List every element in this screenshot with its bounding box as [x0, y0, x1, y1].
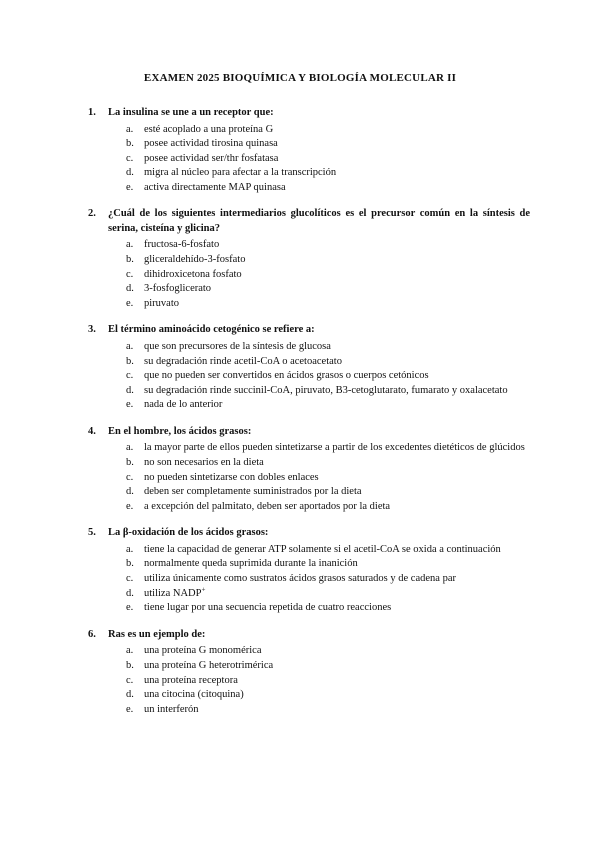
question-3-option-a	[126, 340, 530, 355]
option-letter: b.	[126, 138, 134, 150]
option-text: posee actividad ser/thr fosfatasa	[144, 152, 279, 164]
option-letter: c.	[126, 152, 134, 164]
option-list	[90, 238, 530, 311]
option-text: posee actividad tirosina quinasa	[144, 138, 278, 150]
option-letter: e.	[126, 297, 134, 309]
superscript: +	[201, 585, 206, 594]
question-text: La β-oxidación de los ácidos grasos:	[108, 527, 269, 539]
question-1-option-e	[126, 181, 530, 196]
option-text: utiliza únicamente como sustratos ácidos grasos saturados y de cadena par	[144, 573, 456, 585]
question-3-option-d	[126, 384, 530, 399]
question-6-option-e	[126, 703, 530, 718]
option-text: su degradación rinde succinil-CoA, piruvato, B3-cetoglutarato, fumarato y oxalacetato	[144, 384, 508, 396]
option-letter: e.	[126, 181, 134, 193]
option-text: un interferón	[144, 703, 199, 715]
question-6	[90, 628, 530, 717]
question-text: ¿Cuál de los siguientes intermediarios glucolíticos es el precursor común en la síntesis de serina, cisteína y glicina?	[108, 208, 530, 234]
option-list	[90, 123, 530, 196]
option-letter: b.	[126, 659, 134, 671]
option-text: tiene la capacidad de generar ATP solamente si el acetil-CoA se oxida a continuación	[144, 543, 501, 555]
option-text: migra al núcleo para afectar a la transcripción	[144, 167, 337, 179]
question-5-option-d	[126, 587, 530, 602]
option-letter: a.	[126, 543, 134, 555]
option-letter: d.	[126, 486, 134, 498]
option-text-main: utiliza NADP	[144, 587, 202, 599]
option-list	[90, 644, 530, 717]
question-header	[90, 207, 530, 236]
option-text: activa directamente MAP quinasa	[144, 181, 286, 193]
option-letter: a.	[126, 239, 134, 251]
question-2	[90, 207, 530, 311]
option-letter: e.	[126, 500, 134, 512]
question-number: 3.	[88, 324, 96, 336]
option-letter: b.	[126, 254, 134, 266]
question-3-option-b	[126, 355, 530, 370]
question-6-option-d	[126, 688, 530, 703]
option-letter: a.	[126, 645, 134, 657]
option-letter: d.	[126, 587, 134, 599]
question-5-option-b	[126, 557, 530, 572]
option-letter: d.	[126, 167, 134, 179]
option-letter: b.	[126, 558, 134, 570]
question-header	[90, 425, 530, 440]
option-text: 3-fosfoglicerato	[144, 283, 212, 295]
option-list	[90, 543, 530, 616]
option-text: a excepción del palmitato, deben ser aportados por la dieta	[144, 500, 391, 512]
option-text	[144, 587, 530, 602]
question-5-option-a	[126, 543, 530, 558]
question-number: 4.	[88, 425, 96, 437]
option-letter: d.	[126, 283, 134, 295]
question-3-option-e	[126, 398, 530, 413]
question-6-option-b	[126, 659, 530, 674]
option-text: gliceraldehído-3-fosfato	[144, 254, 246, 266]
option-text: una proteína receptora	[144, 674, 238, 686]
question-header	[90, 526, 530, 541]
question-text: Ras es un ejemplo de:	[108, 628, 206, 640]
question-4-option-e	[126, 500, 530, 515]
question-header	[90, 106, 530, 121]
option-list	[90, 441, 530, 514]
question-number: 6.	[88, 628, 96, 640]
question-1	[90, 106, 530, 195]
question-2-option-e	[126, 297, 530, 312]
question-header	[90, 323, 530, 338]
option-letter: c.	[126, 573, 134, 585]
option-letter: c.	[126, 370, 134, 382]
question-number: 2.	[88, 208, 96, 220]
option-text: no son necesarios en la dieta	[144, 457, 264, 468]
option-text: normalmente queda suprimida durante la inanición	[144, 558, 358, 570]
question-2-option-d	[126, 282, 530, 297]
question-6-option-a	[126, 644, 530, 659]
option-letter: d.	[126, 384, 134, 396]
question-text: El término aminoácido cetogénico se refiere a:	[108, 324, 315, 336]
option-text: fructosa-6-fosfato	[144, 239, 220, 251]
question-5	[90, 526, 530, 615]
question-4-option-a	[126, 441, 530, 456]
option-text: deben ser completamente suministrados por la dieta	[144, 486, 362, 498]
question-3-option-c	[126, 369, 530, 384]
option-letter: c.	[126, 471, 134, 483]
option-list	[90, 340, 530, 413]
question-3	[90, 323, 530, 412]
option-letter: a.	[126, 442, 134, 454]
question-4-option-c	[126, 471, 530, 486]
option-text: piruvato	[144, 297, 179, 309]
option-letter: e.	[126, 602, 134, 614]
question-1-option-b	[126, 137, 530, 152]
question-1-option-d	[126, 166, 530, 181]
option-text: la mayor parte de ellos pueden sintetizarse a partir de los excedentes dietéticos de glúcidos	[144, 442, 525, 454]
option-letter: c.	[126, 674, 134, 686]
question-2-option-a	[126, 238, 530, 253]
option-text: esté acoplado a una proteína G	[144, 123, 274, 135]
question-4-option-b	[126, 456, 530, 471]
option-letter: c.	[126, 268, 134, 280]
question-1-option-a	[126, 123, 530, 138]
option-letter: b.	[126, 457, 134, 468]
option-letter: e.	[126, 399, 134, 411]
option-letter: d.	[126, 689, 134, 701]
question-text: En el hombre, los ácidos grasos:	[108, 425, 252, 437]
question-header	[90, 628, 530, 643]
question-5-option-c	[126, 572, 530, 587]
question-2-option-b	[126, 253, 530, 268]
exam-title: EXAMEN 2025 BIOQUÍMICA Y BIOLOGÍA MOLECULAR II	[143, 72, 457, 84]
option-letter: a.	[126, 340, 134, 352]
option-text: tiene lugar por una secuencia repetida de cuatro reacciones	[144, 602, 392, 614]
option-text: no pueden sintetizarse con dobles enlaces	[144, 471, 319, 483]
option-text: que no pueden ser convertidos en ácidos grasos o cuerpos cetónicos	[144, 370, 429, 382]
question-number: 1.	[88, 107, 96, 118]
option-text: nada de lo anterior	[144, 399, 223, 411]
option-text: una proteína G monomérica	[144, 645, 262, 657]
option-text: su degradación rinde acetil-CoA o acetoacetato	[144, 355, 342, 367]
option-letter: e.	[126, 703, 134, 715]
option-letter: a.	[126, 123, 134, 135]
question-5-option-e	[126, 601, 530, 616]
option-text: una citocina (citoquina)	[144, 689, 244, 701]
question-1-option-c	[126, 152, 530, 167]
option-letter: b.	[126, 355, 134, 367]
option-text: que son precursores de la síntesis de glucosa	[144, 340, 331, 352]
question-4-option-d	[126, 485, 530, 500]
question-list	[90, 106, 530, 717]
question-text: La insulina se une a un receptor que:	[108, 107, 274, 118]
question-number: 5.	[88, 527, 96, 539]
option-text: dihidroxicetona fosfato	[144, 268, 242, 280]
question-4	[90, 425, 530, 514]
question-6-option-c	[126, 674, 530, 689]
option-text: una proteína G heterotrimérica	[144, 659, 274, 671]
question-2-option-c	[126, 268, 530, 283]
